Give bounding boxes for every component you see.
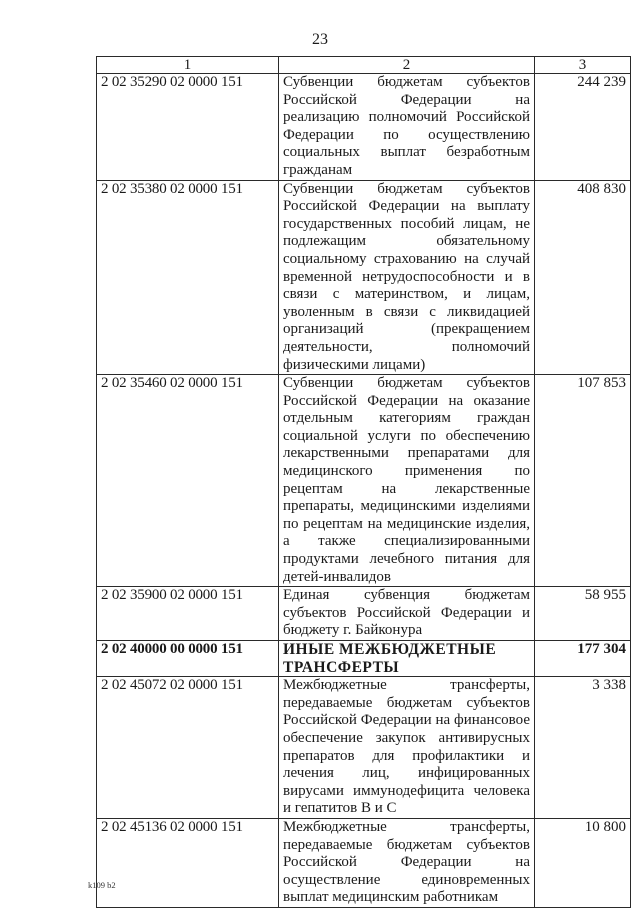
row-name: Межбюджетные трансферты, передаваемые бюджетам субъектов Российской Федерации на финансовое обеспечение закупок антивирусных препаратов для профилактики и лечения лиц, инфицированных вирусами иммунодефицита человека и гепатитов В и С — [279, 677, 535, 819]
table-row — [97, 180, 631, 375]
row-code: 2 02 35380 02 0000 151 — [97, 180, 279, 375]
row-name: Субвенции бюджетам субъектов Российской Федерации на реализацию полномочий Российской Федерации по осуществлению социальных выплат безработным гражданам — [279, 74, 535, 181]
row-amount: 3 338 — [535, 677, 631, 819]
table-row-section-total — [97, 641, 631, 677]
table-row — [97, 818, 631, 907]
row-code: 2 02 35900 02 0000 151 — [97, 587, 279, 641]
row-code: 2 02 45072 02 0000 151 — [97, 677, 279, 819]
row-code: 2 02 35460 02 0000 151 — [97, 375, 279, 587]
row-name: Субвенции бюджетам субъектов Российской Федерации на оказание отдельным категориям граждан социальной услуги по обеспечению лекарственными препаратами для медицинского применения по рецептам на лекарственные препараты, медицинскими изделиями по рецептам на медицинские изделия, а также специализированными продуктами лечебного питания для детей-инвалидов — [279, 375, 535, 587]
row-amount: 408 830 — [535, 180, 631, 375]
row-name: ИНЫЕ МЕЖБЮДЖЕТНЫЕ ТРАНСФЕРТЫ — [279, 641, 535, 677]
footer-code: k109 b2 — [88, 880, 116, 890]
row-amount: 177 304 — [535, 641, 631, 677]
column-header-code: 1 — [97, 57, 279, 74]
page-number: 23 — [312, 31, 328, 48]
row-amount: 10 800 — [535, 818, 631, 907]
table-row — [97, 74, 631, 181]
table-row — [97, 677, 631, 819]
row-amount: 58 955 — [535, 587, 631, 641]
table-row — [97, 587, 631, 641]
row-amount: 107 853 — [535, 375, 631, 587]
budget-revenue-table — [96, 56, 631, 908]
table-row — [97, 375, 631, 587]
row-amount: 244 239 — [535, 74, 631, 181]
row-name: Субвенции бюджетам субъектов Российской Федерации на выплату государственных пособий лицам, не подлежащим обязательному социальному страхованию на случай временной нетрудоспособности и в связи с материнством, и лицам, уволенным в связи с ликвидацией организаций (прекращением деятельности, полномочий физическими лицами) — [279, 180, 535, 375]
row-name: Межбюджетные трансферты, передаваемые бюджетам субъектов Российской Федерации на осуществление единовременных выплат медицинским работникам — [279, 818, 535, 907]
row-code: 2 02 45136 02 0000 151 — [97, 818, 279, 907]
header-row — [97, 57, 631, 74]
column-header-name: 2 — [279, 57, 535, 74]
row-name: Единая субвенция бюджетам субъектов Российской Федерации и бюджету г. Байконура — [279, 587, 535, 641]
row-code: 2 02 35290 02 0000 151 — [97, 74, 279, 181]
column-header-amount: 3 — [535, 57, 631, 74]
row-code: 2 02 40000 00 0000 151 — [97, 641, 279, 677]
